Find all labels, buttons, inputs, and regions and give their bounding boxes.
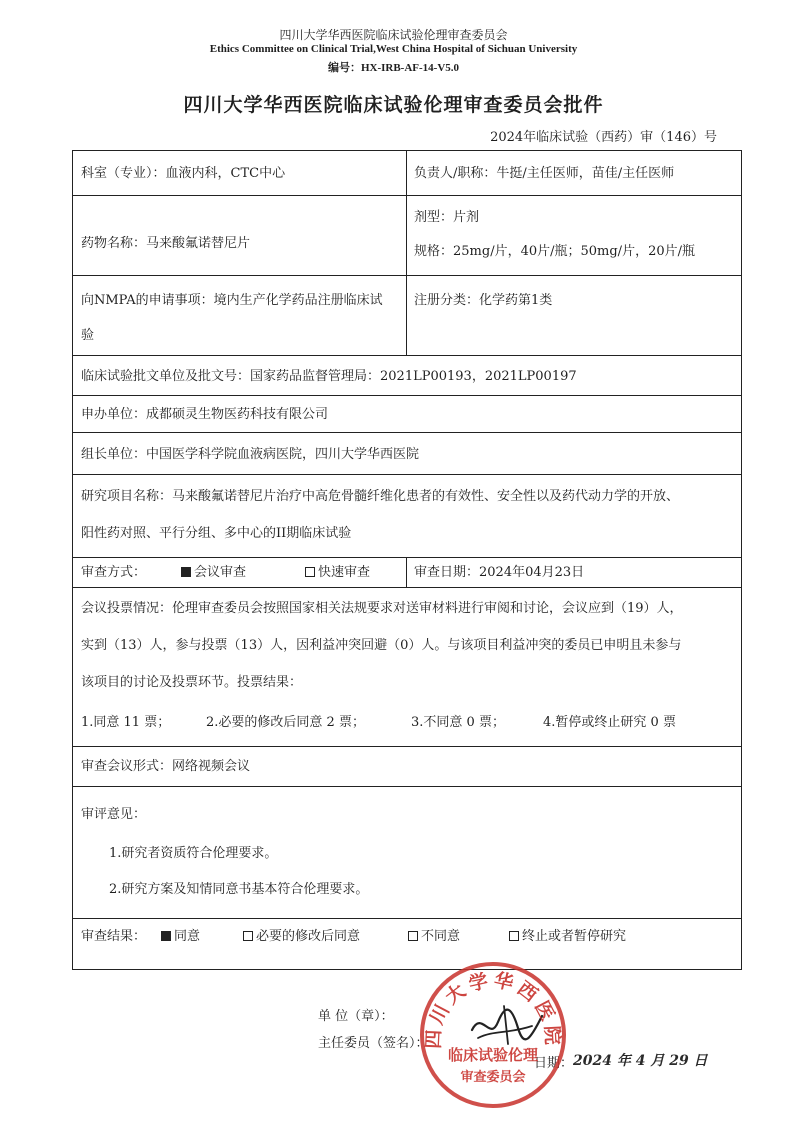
result-label: 审查结果： [81, 929, 147, 944]
row-vote [73, 588, 741, 747]
leader-unit-text: 组长单位：中国医学科学院血液病医院，四川大学华西医院 [81, 447, 420, 462]
project-name-text: 研究项目名称：马来酸氟诺替尼片治疗中高危骨髓纤维化患者的有效性、安全性以及药代动力学的开放、 [81, 489, 680, 504]
opinion-item-2: 2.研究方案及知情同意书基本符合伦理要求。 [109, 882, 369, 897]
row-opinion [73, 787, 741, 919]
row-drug [73, 196, 741, 276]
row-leader-unit [73, 433, 741, 475]
meeting-form-text: 审查会议形式：网络视频会议 [81, 759, 251, 774]
vote-result-disagree: 3.不同意 0 票； [411, 715, 505, 730]
nmpa-application-text-cont: 验 [81, 328, 95, 343]
result-option-modify: 必要的修改后同意 [243, 929, 360, 945]
row-sponsor [73, 396, 741, 433]
result-option-agree: 同意 [161, 929, 200, 945]
vote-text-line1: 会议投票情况：伦理审查委员会按照国家相关法规要求对送审材料进行审阅和讨论，会议应到（19）人， [81, 601, 683, 616]
checkbox-checked-icon [161, 931, 171, 941]
checkbox-checked-icon [181, 567, 191, 577]
review-option-fast: 快速审查 [305, 565, 370, 581]
vote-text-line2: 实到（13）人，参与投票（13）人，因利益冲突回避（0）人。与该项目利益冲突的委员已申明且未参与 [81, 638, 682, 653]
unit-label: 单 位（章）： [318, 1009, 394, 1024]
row-department [73, 151, 741, 196]
vote-result-agree: 1.同意 11 票； [81, 715, 171, 730]
official-seal [418, 960, 568, 1110]
checkbox-empty-icon [243, 931, 253, 941]
vote-result-modify: 2.必要的修改后同意 2 票； [206, 715, 365, 730]
sponsor-text: 申办单位：成都硕灵生物医药科技有限公司 [81, 407, 329, 422]
document-number: 2024年临床试验（西药）审（146）号 [490, 130, 717, 145]
form-code: 编号：HX-IRB-AF-14-V5.0 [327, 62, 460, 74]
page-title: 四川大学华西医院临床试验伦理审查委员会批件 [183, 94, 604, 116]
checkbox-empty-icon [408, 931, 418, 941]
responsible-text: 负责人/职称：牛挺/主任医师，苗佳/主任医师 [414, 166, 675, 181]
specification-text: 规格：25mg/片，40片/瓶；50mg/片，20片/瓶 [414, 244, 695, 259]
row-result [73, 919, 741, 969]
review-date-text: 审查日期：2024年04月23日 [414, 565, 585, 580]
committee-name-cn: 四川大学华西医院临床试验伦理审查委员会 [279, 28, 508, 42]
opinion-item-1: 1.研究者资质符合伦理要求。 [109, 846, 278, 861]
svg-text:四川大学华西医院 [423, 968, 565, 1049]
row-nmpa [73, 276, 741, 356]
checkbox-empty-icon [305, 567, 315, 577]
review-method-label: 审查方式： [81, 565, 147, 580]
row-meeting-form [73, 747, 741, 787]
seal-center-line2: 审查委员会 [460, 1070, 526, 1085]
row-approval-number [73, 356, 741, 396]
department-text: 科室（专业）：血液内科，CTC中心 [81, 166, 286, 181]
approval-number-text: 临床试验批文单位及批文号：国家药品监督管理局：2021LP00193，2021LP00197 [81, 369, 577, 384]
row-project-name [73, 475, 741, 558]
row-review-method [73, 558, 741, 588]
chair-signature-label: 主任委员（签名）： [318, 1036, 429, 1051]
result-option-terminate: 终止或者暂停研究 [509, 929, 626, 945]
date-label: 日期： [534, 1056, 574, 1071]
review-option-meeting: 会议审查 [181, 565, 246, 581]
seal-arc-text: 四川大学华西医院 [422, 969, 564, 1050]
checkbox-empty-icon [509, 931, 519, 941]
handwritten-date: 2024 年 4 月 29 日 [573, 1053, 708, 1069]
committee-name-en: Ethics Committee on Clinical Trial,West China Hospital of Sichuan University [209, 43, 578, 55]
registration-class-text: 注册分类：化学药第1类 [414, 293, 553, 308]
vote-result-suspend: 4.暂停或终止研究 0 票 [543, 715, 676, 730]
dosage-form-text: 剂型：片剂 [414, 210, 480, 225]
nmpa-application-text: 向NMPA的申请事项：境内生产化学药品注册临床试 [81, 293, 383, 308]
project-name-text-cont: 阳性药对照、平行分组、多中心的II期临床试验 [81, 526, 352, 541]
drug-name-text: 药物名称：马来酸氟诺替尼片 [81, 236, 251, 251]
result-option-disagree: 不同意 [408, 929, 460, 945]
approval-table [72, 150, 742, 970]
opinion-label: 审评意见： [81, 807, 147, 822]
seal-center-line1: 临床试验伦理 [447, 1046, 539, 1064]
vote-text-line3: 该项目的讨论及投票环节。投票结果： [81, 675, 303, 690]
